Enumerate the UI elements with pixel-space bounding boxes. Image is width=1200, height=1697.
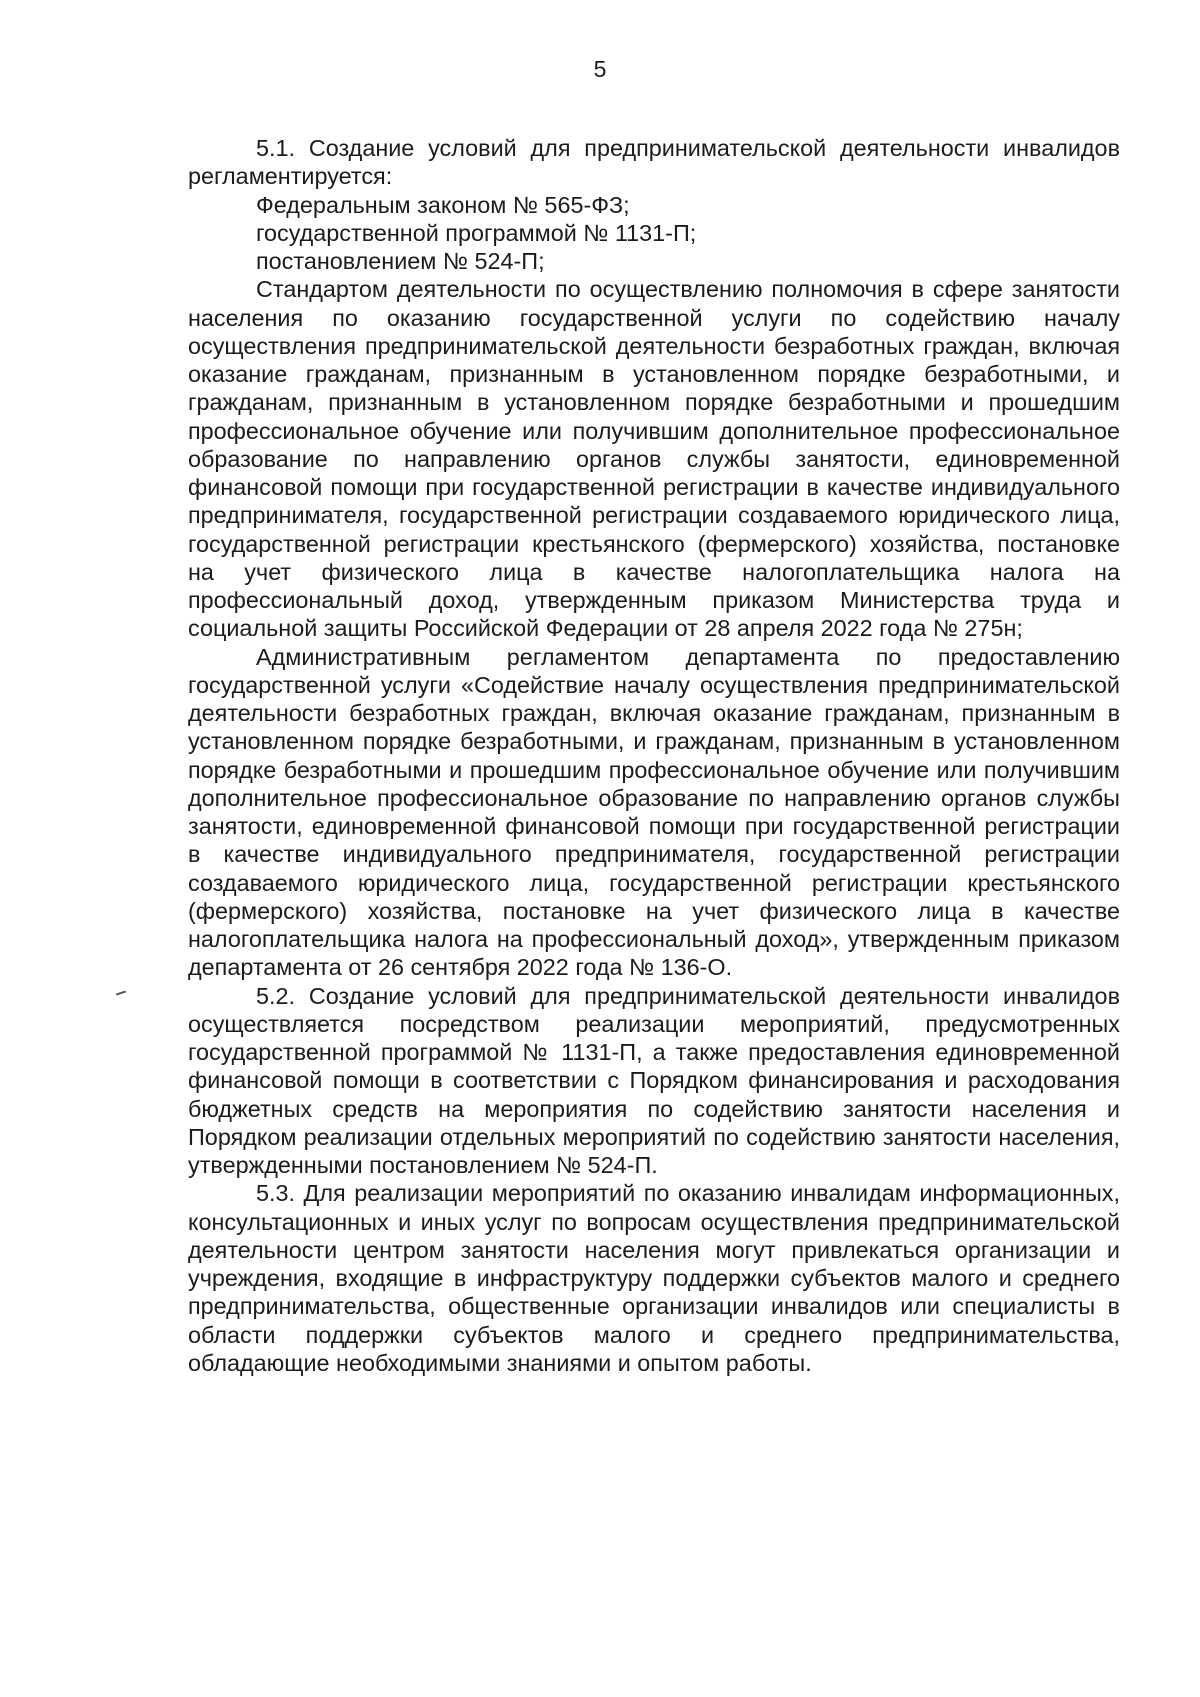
section-5-1-standard-paragraph: Стандартом деятельности по осуществлению полномочия в сфере занятости населения по оказанию государственной услуги по содействию началу осуществления предпринимательской деятельности безработных граждан, включая оказание гражданам, признанным в установленном порядке безработными, и гражданам, признанным в установленном порядке безработными и прошедшим профессиональное обучение или получившим дополнительное профессиональное образование по направлению органов службы занятости, единовременной финансовой помощи при государственной регистрации в качестве индивидуального предпринимателя, государственной регистрации создаваемого юридического лица, государственной регистрации крестьянского (фермерского) хозяйства, постановке на учет физического лица в качестве налогоплательщика налога на профессиональный доход, утвержденным приказом Министерства труда и социальной защиты Российской Федерации от 28 апреля 2022 года № 275н; xyxy=(188,276,1120,642)
document-body xyxy=(188,134,1120,1377)
section-5-3-paragraph: 5.3. Для реализации мероприятий по оказанию инвалидам информационных, консультационных и иных услуг по вопросам осуществления предпринимательской деятельности центром занятости населения могут привлекаться организации и учреждения, входящие в инфраструктуру поддержки субъектов малого и среднего предпринимательства, общественные организации инвалидов или специалисты в области поддержки субъектов малого и среднего предпринимательства, обладающие необходимыми знаниями и опытом работы. xyxy=(188,1180,1120,1376)
regulation-item-state-program: государственной программой № 1131-П; xyxy=(256,219,697,246)
regulation-item-federal-law: Федеральным законом № 565-ФЗ; xyxy=(256,191,630,218)
page-number: 5 xyxy=(593,56,607,82)
section-5-2-paragraph: 5.2. Создание условий для предпринимательской деятельности инвалидов осуществляется посредством реализации мероприятий, предусмотренных государственной программой № 1131-П, а также предоставления единовременной финансовой помощи в соответствии с Порядком финансирования и расходования бюджетных средств на мероприятия по содействию занятости населения и Порядком реализации отдельных мероприятий по содействию занятости населения, утвержденными постановлением № 524-П. xyxy=(188,982,1120,1178)
section-5-1-administrative-regulation-paragraph: Административным регламентом департамента по предоставлению государственной услуги «Содействие началу осуществления предпринимательской деятельности безработных граждан, включая оказание гражданам, признанным в установленном порядке безработными, и гражданам, признанным в установленном порядке безработными и прошедшим профессиональное обучение или получившим дополнительное профессиональное образование по направлению органов службы занятости, единовременной финансовой помощи при государственной регистрации в качестве индивидуального предпринимателя, государственной регистрации создаваемого юридического лица, государственной регистрации крестьянского (фермерского) хозяйства, постановке на учет физического лица в качестве налогоплательщика налога на профессиональный доход», утвержденным приказом департамента от 26 сентября 2022 года № 136-О. xyxy=(188,643,1120,981)
section-5-1-intro: 5.1. Создание условий для предпринимательской деятельности инвалидов регламентируется: xyxy=(188,135,1120,190)
regulation-item-resolution: постановлением № 524-П; xyxy=(256,248,545,274)
scan-speck xyxy=(116,991,126,996)
